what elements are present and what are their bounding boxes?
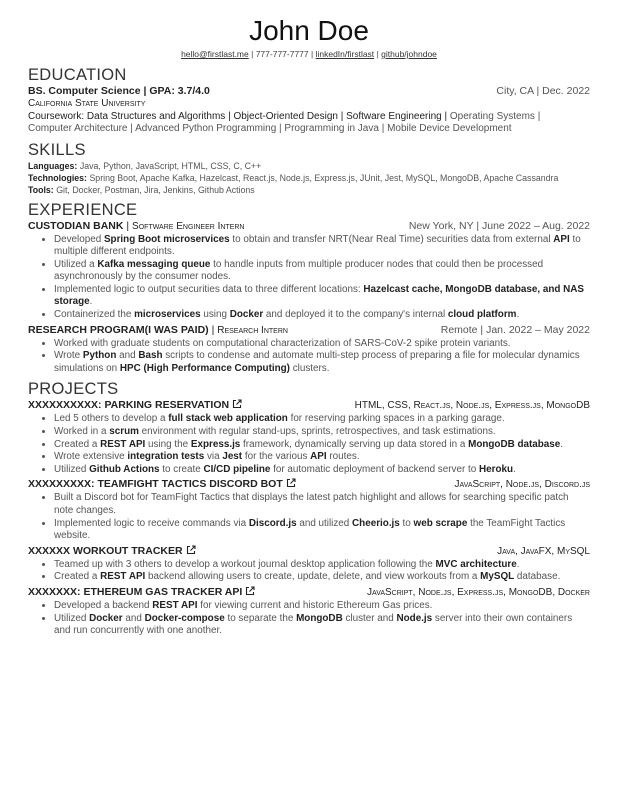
skills-heading: SKILLS	[28, 140, 86, 159]
bullet-item: • Utilized a Kafka messaging queue to handle inputs from multiple producer nodes that could then be processed asynchronously by the consumer nodes.	[54, 259, 590, 284]
bullet-item: • Created a REST API using the Express.js framework, dynamically serving up data stored in a MongoDB database.	[54, 439, 590, 452]
bullet-item: • Wrote Python and Bash scripts to condense and automate multi-step process of preparing a file for molecular dynamics simulations on HPC (High Performance Computing) clusters.	[54, 350, 590, 375]
bullet-item: • Developed a backend REST API for viewing current and historic Ethereum Gas prices.	[54, 600, 590, 613]
school-name: California State University	[28, 98, 146, 109]
github-link[interactable]: github/johndoe	[381, 49, 437, 59]
projects-heading: PROJECTS	[28, 380, 119, 399]
job-role: Research Intern	[217, 324, 288, 336]
bullet-list	[28, 413, 590, 476]
project-stack: JavaScript, Node.js, Express.js, MongoDB, Docker	[367, 586, 590, 598]
project-header	[28, 545, 590, 558]
job-meta: New York, NY | June 2022 – Aug. 2022	[408, 219, 590, 232]
project-header	[28, 586, 590, 599]
bullet-list	[28, 600, 590, 638]
bullet-item: • Worked in a scrum environment with regular stand-ups, sprints, retrospectives, and task estimations.	[54, 426, 590, 439]
skills-tools: Tools: Git, Docker, Postman, Jira, Jenkins, Github Actions	[28, 184, 255, 195]
project-stack: HTML, CSS, React.js, Node.js, Express.js, MongoDB	[354, 400, 590, 412]
skills-languages: Languages: Java, Python, JavaScript, HTML, CSS, C, C++	[28, 160, 262, 171]
external-link-icon[interactable]	[245, 586, 255, 596]
bullet-item: • Implemented logic to receive commands via Discord.js and utilized Cheerio.js to web scrape the TeamFight Tactics website.	[54, 518, 590, 543]
projects-list	[28, 399, 590, 637]
bullet-item: • Implemented logic to output securities data to three different locations: Hazelcast cache, MongoDB database, and NAS storage.	[54, 284, 590, 309]
project-name: XXXXXXXXXX: PARKING RESERVATION	[28, 399, 230, 412]
bullet-list	[28, 234, 590, 322]
candidate-name: John Doe	[249, 15, 369, 46]
bullet-list	[28, 338, 590, 376]
job-role: Software Engineer Intern	[132, 220, 245, 232]
bullet-item: • Containerized the microservices using Docker and deployed it to the company's internal cloud platform.	[54, 309, 590, 322]
company-name: CUSTODIAN BANK	[28, 219, 124, 232]
project-stack: Java, JavaFX, MySQL	[497, 545, 590, 557]
experience-list	[28, 220, 590, 376]
bullet-list	[28, 492, 590, 542]
contact-line: hello@firstlast.me | 777-777-7777 | linkedIn/firstlast | github/johndoe	[181, 49, 437, 59]
project-header	[28, 399, 590, 412]
bullet-item: • Utilized Docker and Docker-compose to separate the MongoDB cluster and Node.js server into their own containers and run concurrently with one another.	[54, 613, 590, 638]
linkedin-link[interactable]: linkedIn/firstlast	[315, 49, 375, 59]
project-stack: JavaScript, Node.js, Discord.js	[454, 479, 590, 491]
coursework-primary: Coursework: Data Structures and Algorithms | Object-Oriented Design | Software Engineering |	[28, 110, 448, 122]
external-link-icon[interactable]	[286, 478, 296, 488]
bullet-item: • Teamed up with 3 others to develop a workout journal desktop application following the MVC architecture.	[54, 559, 590, 572]
bullet-item: • Developed Spring Boot microservices to obtain and transfer NRT(Near Real Time) securities data from external API to multiple different endpoints.	[54, 234, 590, 259]
company-name: RESEARCH PROGRAM(I WAS PAID)	[28, 323, 209, 336]
project-name: XXXXXXXXX: TEAMFIGHT TACTICS DISCORD BOT	[28, 478, 283, 491]
bullet-list	[28, 559, 590, 584]
phone-number: 777-777-7777	[255, 49, 309, 59]
bullet-item: • Built a Discord bot for TeamFight Tactics that displays the latest patch highlight and allows for searching specific patch note changes.	[54, 492, 590, 517]
job-header: CUSTODIAN BANK | Software Engineer Intern New York, NY | June 2022 – Aug. 2022	[28, 219, 590, 232]
bullet-item: • Wrote extensive integration tests via Jest for the various API routes.	[54, 451, 590, 464]
bullet-item: • Utilized Github Actions to create CI/CD pipeline for automatic deployment of backend server to Heroku.	[54, 464, 590, 477]
job-meta: Remote | Jan. 2022 – May 2022	[440, 323, 590, 336]
bullet-item: • Led 5 others to develop a full stack web application for reserving parking spaces in a parking garage.	[54, 413, 590, 426]
bullet-item: • Worked with graduate students on computational characterization of SARS-CoV-2 spike protein variants.	[54, 338, 590, 351]
coursework-line-1	[28, 111, 590, 124]
email-link[interactable]: hello@firstlast.me	[181, 49, 249, 59]
job-header: RESEARCH PROGRAM(I WAS PAID) | Research Intern Remote | Jan. 2022 – May 2022	[28, 323, 590, 336]
project-name: XXXXXXX: ETHEREUM GAS TRACKER API	[28, 585, 243, 598]
bullet-item: • Created a REST API backend allowing users to create, update, delete, and view workouts from a MySQL database.	[54, 571, 590, 584]
education-row	[28, 85, 590, 98]
project-header	[28, 478, 590, 491]
external-link-icon[interactable]	[232, 399, 242, 409]
skills-technologies: Technologies: Spring Boot, Apache Kafka, Hazelcast, React.js, Node.js, Express.js, JUnit, Jest, MySQL, MongoDB, Apache Cassandra	[28, 172, 559, 183]
project-name: XXXXXX WORKOUT TRACKER	[28, 544, 183, 557]
education-heading: EDUCATION	[28, 66, 127, 84]
coursework-line-2: Computer Architecture | Advanced Python Programming | Programming in Java | Mobile Device Development	[28, 123, 512, 134]
education-location-date: City, CA | Dec. 2022	[496, 85, 590, 97]
degree: BS. Computer Science | GPA: 3.7/4.0	[28, 85, 210, 97]
coursework-secondary: Operating Systems |	[447, 110, 541, 122]
external-link-icon[interactable]	[186, 545, 196, 555]
experience-heading: EXPERIENCE	[28, 200, 138, 219]
